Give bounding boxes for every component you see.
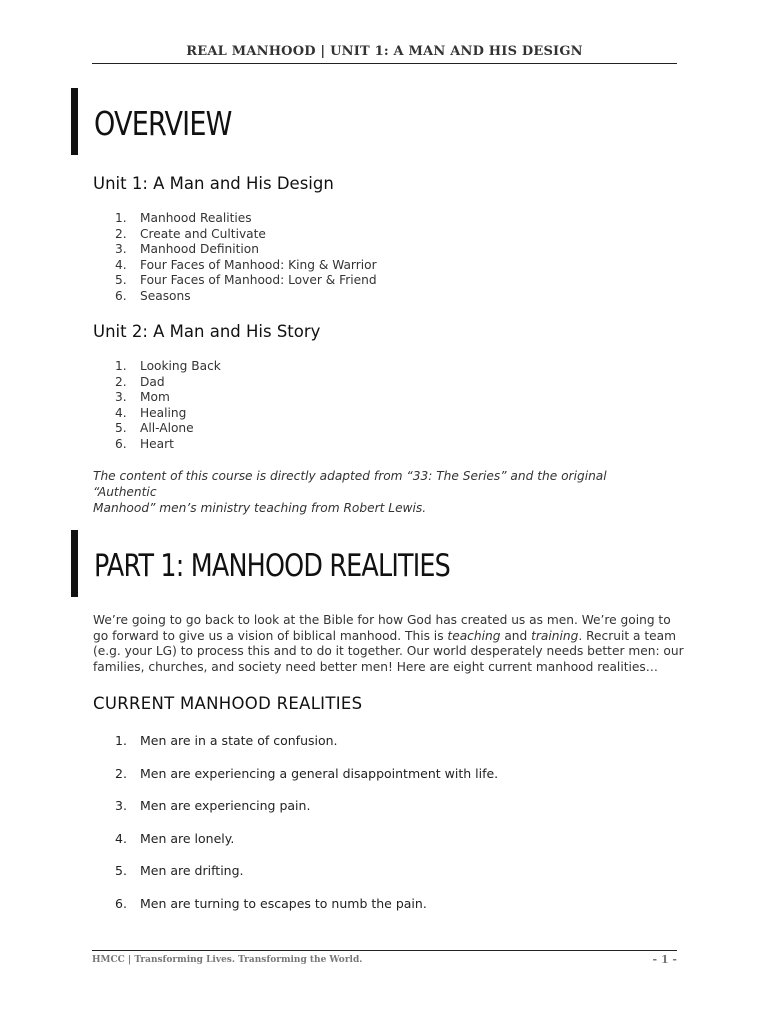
list-number: 1. [115,359,127,373]
list-text: Healing [140,405,187,420]
list-text: Heart [140,436,174,451]
list-text: Men are drifting. [140,863,244,879]
text-span: and [500,628,532,643]
source-note-line: The content of this course is directly adapted from “33: The Series” and the original “Authentic [93,469,607,499]
footer-divider [92,950,677,951]
list-text: Men are experiencing pain. [140,798,311,814]
list-number: 3. [115,242,127,256]
list-text: Men are in a state of confusion. [140,733,338,748]
list-number: 2. [115,226,127,241]
list-number: 5. [115,273,127,287]
list-text: Mom [140,390,170,404]
list-number: 2. [115,374,127,389]
list-text: Looking Back [140,359,221,373]
page-header-title: REAL MANHOOD | UNIT 1: A MAN AND HIS DESIGN [186,44,583,59]
unit2-heading: Unit 2: A Man and His Story [93,322,321,341]
list-text: Manhood Definition [140,242,259,256]
emphasis-teaching: teaching [447,628,501,643]
intro-paragraph [93,613,683,675]
list-number: 4. [115,830,127,846]
list-number: 4. [115,405,127,420]
list-number: 1. [115,733,127,748]
list-text: Manhood Realities [140,211,252,225]
paragraph-line [93,629,683,645]
list-number: 5. [115,421,127,435]
list-number: 1. [115,211,127,225]
list-number: 4. [115,257,127,272]
paragraph-line: (e.g. your LG) to process this and to do it together. Our world desperately needs better men: our [93,644,684,659]
header-divider [92,63,677,64]
paragraph-line: families, churches, and society need better men! Here are eight current manhood realities… [93,659,658,674]
part1-section-bar [71,530,78,597]
source-note-line: Manhood” men’s ministry teaching from Robert Lewis. [93,501,427,515]
list-text: Men are turning to escapes to numb the pain. [140,895,427,911]
list-text: Men are lonely. [140,830,235,846]
text-span: . Recruit a team [578,628,676,643]
list-text: Four Faces of Manhood: King & Warrior [140,257,377,272]
footer-text: HMCC | Transforming Lives. Transforming the World. [92,955,363,965]
source-note [93,468,673,516]
text-span: go forward to give us a vision of biblical manhood. This is [93,628,448,643]
realities-heading: CURRENT MANHOOD REALITIES [93,694,363,713]
list-number: 2. [115,765,127,781]
list-text: Create and Cultivate [140,226,266,241]
overview-title: OVERVIEW [94,104,232,143]
unit1-heading: Unit 1: A Man and His Design [93,174,334,193]
list-number: 6. [115,288,127,303]
page-number: - 1 - [652,953,677,966]
list-text: All-Alone [140,421,194,435]
emphasis-training: training [531,628,579,643]
list-text: Seasons [140,288,191,303]
paragraph-line: We’re going to go back to look at the Bible for how God has created us as men. We’re going to [93,613,671,627]
list-text: Men are experiencing a general disappointment with life. [140,765,499,781]
list-number: 3. [115,798,127,814]
list-number: 5. [115,863,127,879]
part1-title: PART 1: MANHOOD REALITIES [94,548,450,584]
list-text: Four Faces of Manhood: Lover & Friend [140,273,377,287]
list-text: Dad [140,374,165,389]
list-number: 6. [115,895,127,911]
list-number: 6. [115,436,127,451]
overview-section-bar [71,88,78,155]
list-number: 3. [115,390,127,404]
